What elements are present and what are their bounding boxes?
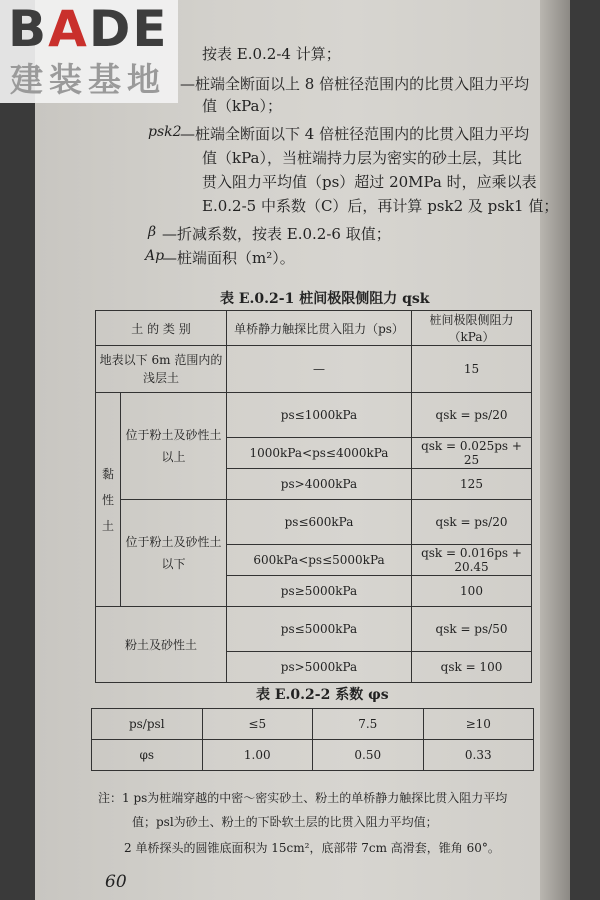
table-cell: ps>4000kPa	[227, 469, 412, 500]
text-line-6: 贯入阻力平均值（ps）超过 20MPa 时，应乘以表	[202, 173, 537, 191]
table-cell: ps>5000kPa	[227, 652, 412, 683]
table-cell: ps≤5000kPa	[227, 607, 412, 652]
table-cell: —	[227, 346, 412, 393]
table-cell: 粉土及砂性土	[96, 607, 227, 683]
text-line-9: —桩端面积（m²）。	[162, 249, 295, 267]
table-cell: 125	[412, 469, 532, 500]
table-cell: 100	[412, 576, 532, 607]
table-cell: 黏性土	[96, 393, 121, 607]
table2	[91, 708, 534, 771]
table-cell: ps≤600kPa	[227, 500, 412, 545]
symbol-beta: β	[148, 224, 157, 240]
text-line-8: —折减系数，按表 E.0.2-6 取值；	[162, 225, 391, 243]
table-header: ≥10	[423, 709, 534, 740]
table-header: 单桥静力触探比贯入阻力（ps）	[227, 311, 412, 346]
table-cell: ps≤1000kPa	[227, 393, 412, 438]
table-row	[96, 311, 532, 346]
text-line-4: —桩端全断面以下 4 倍桩径范围内的比贯入阻力平均	[180, 125, 530, 143]
table-row	[92, 709, 534, 740]
table-cell: 0.33	[423, 740, 534, 771]
logo-subtitle: 建装基地	[10, 60, 166, 99]
table-row	[96, 393, 532, 438]
table-cell: 1.00	[202, 740, 313, 771]
table-header: 7.5	[313, 709, 424, 740]
table-cell: 位于粉土及砂性土以下	[121, 500, 227, 607]
table-cell: 地表以下 6m 范围内的浅层土	[96, 346, 227, 393]
table-cell: 位于粉土及砂性土以上	[121, 393, 227, 500]
table-header: 土 的 类 别	[96, 311, 227, 346]
table2-title: 表 E.0.2-2 系数 φs	[256, 687, 389, 703]
table-cell: φs	[92, 740, 203, 771]
text-line-3: 值（kPa）；	[202, 97, 282, 115]
table-cell: qsk = ps/20	[412, 393, 532, 438]
text-line-5: 值（kPa），当桩端持力层为密实的砂土层，其比	[202, 149, 522, 167]
table1-title: 表 E.0.2-1 桩间极限侧阻力 qsk	[220, 291, 430, 307]
table-cell: 600kPa<ps≤5000kPa	[227, 545, 412, 576]
table-cell: 15	[412, 346, 532, 393]
table-row	[92, 740, 534, 771]
table-cell: 1000kPa<ps≤4000kPa	[227, 438, 412, 469]
page-edge	[540, 0, 570, 900]
table-header: ps/psl	[92, 709, 203, 740]
text-line-1: 按表 E.0.2-4 计算；	[202, 45, 341, 63]
note-1a: 注：1 ps为桩端穿越的中密～密实砂土、粉土的单桥静力触探比贯入阻力平均	[98, 791, 508, 805]
table-cell: qsk = 0.016ps + 20.45	[412, 545, 532, 576]
table-header: 桩间极限侧阻力（kPa）	[412, 311, 532, 346]
table-cell: qsk = ps/20	[412, 500, 532, 545]
table-cell: qsk = 100	[412, 652, 532, 683]
page-number: 60	[105, 872, 127, 892]
table-cell: ps≥5000kPa	[227, 576, 412, 607]
text-line-7: E.0.2-5 中系数（C）后，再计算 psk2 及 psk1 值；	[202, 197, 559, 215]
table-header: ≤5	[202, 709, 313, 740]
symbol-psk2: psk2	[148, 124, 182, 140]
logo-brand: BADE	[8, 0, 169, 58]
symbol-ap: Ap	[145, 248, 165, 264]
table1	[95, 310, 532, 683]
table-row	[96, 346, 532, 393]
table-row	[96, 607, 532, 652]
table-cell: qsk = ps/50	[412, 607, 532, 652]
watermark-logo	[0, 0, 178, 103]
table-row	[96, 500, 532, 545]
note-2: 2 单桥探头的圆锥底面积为 15cm²，底部带 7cm 高滑套，锥角 60°。	[124, 841, 500, 855]
table-cell: qsk = 0.025ps + 25	[412, 438, 532, 469]
text-line-2: —桩端全断面以上 8 倍桩径范围内的比贯入阻力平均	[180, 75, 530, 93]
table-cell: 0.50	[313, 740, 424, 771]
note-1b: 值；psl为砂土、粉土的下卧软土层的比贯入阻力平均值；	[132, 815, 438, 829]
